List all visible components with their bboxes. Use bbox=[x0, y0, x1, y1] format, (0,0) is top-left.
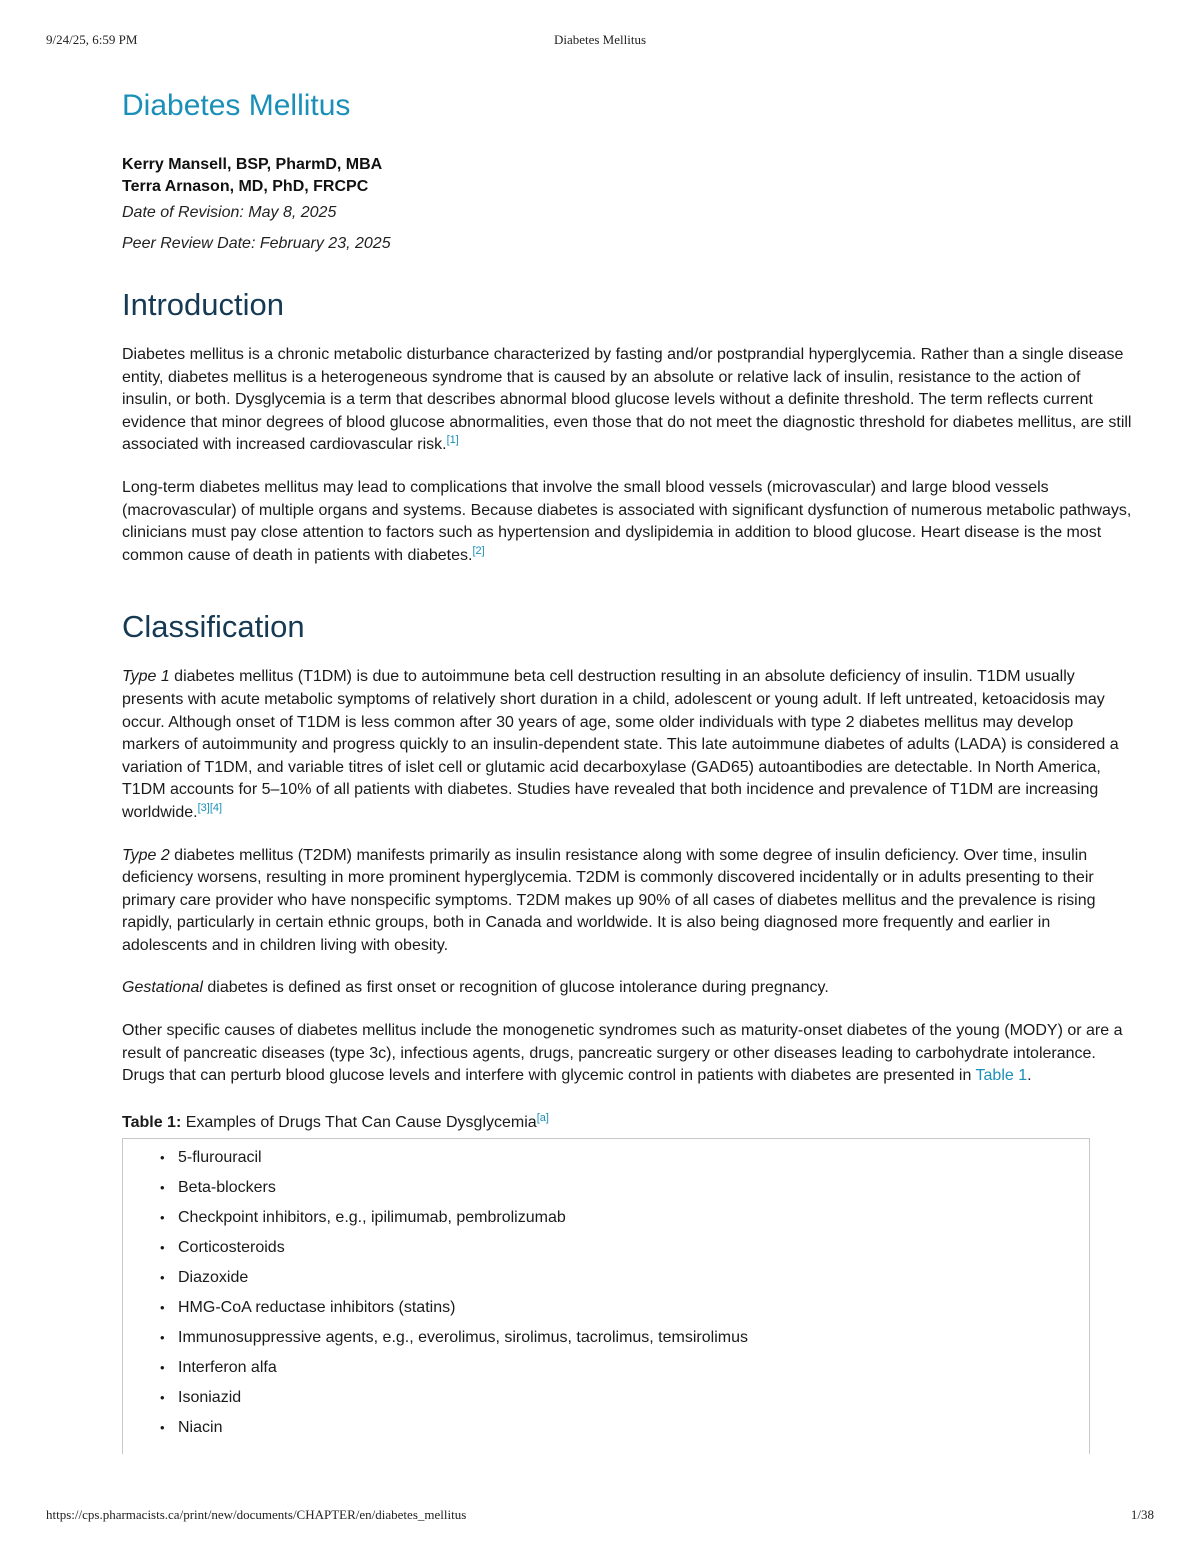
other-causes-paragraph bbox=[122, 1020, 1134, 1088]
print-datetime: 9/24/25, 6:59 PM bbox=[46, 32, 138, 47]
paragraph-text: diabetes mellitus (T1DM) is due to autoimmune beta cell destruction resulting in an absolute deficiency of insulin. T1DM usually presents with acute metabolic symptoms of relatively short duration in a child, adolescent or young adult. If left untreated, ketoacidosis may occur. Although onset of T1DM is less common after 30 years of age, some older individuals with type 2 diabetes mellitus may develop markers of autoimmunity and progress quickly to an insulin-dependent state. This late autoimmune diabetes of adults (LADA) is considered a variation of T1DM, and variable titres of islet cell or glutamic acid decarboxylase (GAD65) autoantibodies are detectable. In North America, T1DM accounts for 5–10% of all patients with diabetes. Studies have revealed that both incidence and prevalence of T1DM are increasing worldwide. bbox=[122, 668, 1119, 821]
list-item bbox=[160, 1143, 1089, 1173]
bullet-icon: • bbox=[160, 1359, 165, 1375]
author-list bbox=[122, 154, 1134, 198]
list-item bbox=[160, 1173, 1089, 1203]
revision-date: Date of Revision: May 8, 2025 bbox=[122, 204, 337, 221]
bullet-icon: • bbox=[160, 1149, 165, 1165]
drug-list bbox=[123, 1143, 1089, 1443]
document-content bbox=[122, 84, 1134, 1454]
introduction-paragraph-1 bbox=[122, 344, 1134, 457]
list-item bbox=[160, 1383, 1089, 1413]
list-item bbox=[160, 1203, 1089, 1233]
type2-paragraph bbox=[122, 845, 1134, 958]
drug-name: Checkpoint inhibitors, e.g., ipilimumab, pembrolizumab bbox=[178, 1208, 566, 1226]
list-item bbox=[160, 1263, 1089, 1293]
introduction-heading: Introduction bbox=[122, 287, 284, 322]
drug-name: Immunosuppressive agents, e.g., everolimus, sirolimus, tacrolimus, temsirolimus bbox=[178, 1328, 748, 1346]
bullet-icon: • bbox=[160, 1329, 165, 1345]
paragraph-text: diabetes is defined as first onset or recognition of glucose intolerance during pregnancy. bbox=[202, 979, 829, 997]
bullet-icon: • bbox=[160, 1209, 165, 1225]
document-title: Diabetes Mellitus bbox=[122, 89, 351, 122]
author-2: Terra Arnason, MD, PhD, FRCPC bbox=[122, 178, 369, 195]
peer-review-date: Peer Review Date: February 23, 2025 bbox=[122, 235, 391, 252]
drug-name: Corticosteroids bbox=[178, 1238, 285, 1256]
drug-name: Niacin bbox=[178, 1418, 223, 1436]
drug-name: HMG-CoA reductase inhibitors (statins) bbox=[178, 1298, 456, 1316]
print-page-title: Diabetes Mellitus bbox=[553, 32, 647, 47]
bullet-icon: • bbox=[160, 1179, 165, 1195]
table-1-caption bbox=[122, 1112, 1134, 1134]
paragraph-text: Long-term diabetes mellitus may lead to complications that involve the small blood vessels (microvascular) and large blood vessels (macrovascular) of multiple organs and systems. Because diabetes is associated with significant dysfunction of numerous metabolic pathways, clinicians must pay close attention to factors such as hypertension and dyslipidemia in addition to blood glucose. Heart disease is the most common cause of death in patients with diabetes. bbox=[122, 478, 1132, 564]
gestational-lead: Gestational bbox=[122, 979, 203, 997]
table-caption-text: Examples of Drugs That Can Cause Dysglycemia bbox=[181, 1113, 537, 1131]
list-item bbox=[160, 1293, 1089, 1323]
table-footnote-link[interactable]: [a] bbox=[536, 1111, 549, 1124]
list-item bbox=[160, 1323, 1089, 1353]
table-1-drug-list-box bbox=[122, 1138, 1090, 1454]
paragraph-text: Other specific causes of diabetes mellitus include the monogenetic syndromes such as maturity-onset diabetes of the young (MODY) or are a result of pancreatic diseases (type 3c), infectious agents, drugs, pancreatic surgery or other diseases leading to carbohydrate intolerance. Drugs that can perturb blood glucose levels and interfere with glycemic control in patients with diabetes are presented in bbox=[122, 1022, 1123, 1085]
reference-link-2[interactable]: [2] bbox=[472, 544, 485, 557]
list-item bbox=[160, 1233, 1089, 1263]
reference-link-4[interactable]: [4] bbox=[209, 801, 223, 814]
bullet-icon: • bbox=[160, 1239, 165, 1255]
paragraph-text: diabetes mellitus (T2DM) manifests primarily as insulin resistance along with some degree of insulin deficiency. Over time, insulin deficiency worsens, resulting in more prominent hyperglycemia. T2DM is commonly discovered incidentally or in adults presenting to their primary care provider who have nonspecific symptoms. T2DM makes up 90% of all cases of diabetes mellitus and the prevalence is rising rapidly, particularly in certain ethnic groups, both in Canada and worldwide. It is also being diagnosed more frequently and earlier in adolescents and in children living with obesity. bbox=[122, 846, 1096, 954]
type2-lead: Type 2 bbox=[122, 846, 170, 864]
drug-name: Isoniazid bbox=[178, 1388, 242, 1406]
print-page-number: 1/38 bbox=[1130, 1507, 1154, 1522]
drug-name: 5-flurouracil bbox=[178, 1148, 262, 1166]
reference-link-3[interactable]: [3] bbox=[197, 801, 210, 814]
paragraph-end: . bbox=[1027, 1067, 1032, 1085]
reference-link-1[interactable]: [1] bbox=[446, 434, 459, 447]
classification-heading: Classification bbox=[122, 609, 305, 645]
drug-name: Beta-blockers bbox=[178, 1178, 276, 1196]
introduction-paragraph-2 bbox=[122, 477, 1134, 567]
drug-name: Interferon alfa bbox=[178, 1358, 277, 1376]
type1-paragraph bbox=[122, 666, 1134, 824]
bullet-icon: • bbox=[160, 1269, 165, 1285]
paragraph-text: Diabetes mellitus is a chronic metabolic disturbance characterized by fasting and/or postprandial hyperglycemia. Rather than a single disease entity, diabetes mellitus is a heterogeneous syndrome that is caused by an absolute or relative lack of insulin, resistance to the action of insulin, or both. Dysglycemia is a term that describes abnormal blood glucose levels without a definite threshold. The term reflects current evidence that minor degrees of blood glucose abnormalities, even those that do not meet the diagnostic threshold for diabetes mellitus, are still associated with increased cardiovascular risk. bbox=[122, 346, 1132, 454]
bullet-icon: • bbox=[160, 1419, 165, 1435]
type1-lead: Type 1 bbox=[122, 668, 170, 686]
author-1: Kerry Mansell, BSP, PharmD, MBA bbox=[122, 156, 383, 173]
table-label: Table 1: bbox=[122, 1113, 182, 1131]
bullet-icon: • bbox=[160, 1299, 165, 1315]
gestational-paragraph bbox=[122, 977, 1134, 1000]
print-url: https://cps.pharmacists.ca/print/new/documents/CHAPTER/en/diabetes_mellitus bbox=[46, 1507, 467, 1522]
drug-name: Diazoxide bbox=[178, 1268, 249, 1286]
bullet-icon: • bbox=[160, 1389, 165, 1405]
list-item bbox=[160, 1413, 1089, 1443]
list-item bbox=[160, 1353, 1089, 1383]
table-1-link[interactable]: Table 1 bbox=[975, 1067, 1028, 1085]
